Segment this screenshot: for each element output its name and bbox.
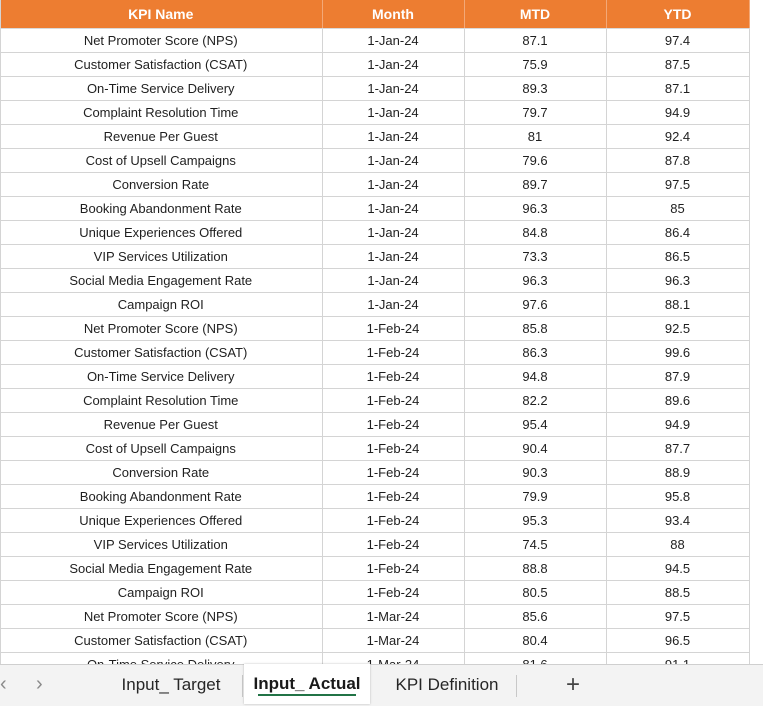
cell-ytd[interactable]: 99.6 bbox=[606, 341, 749, 365]
cell-ytd[interactable]: 88.1 bbox=[606, 293, 749, 317]
cell-mtd[interactable]: 88.8 bbox=[464, 557, 606, 581]
table-row bbox=[0, 485, 749, 509]
cell-kpi-name[interactable]: VIP Services Utilization bbox=[0, 245, 322, 269]
cell-kpi-name[interactable]: Campaign ROI bbox=[0, 293, 322, 317]
cell-mtd[interactable]: 79.9 bbox=[464, 485, 606, 509]
table-row bbox=[0, 149, 749, 173]
cell-mtd[interactable]: 89.7 bbox=[464, 173, 606, 197]
cell-mtd[interactable]: 79.6 bbox=[464, 149, 606, 173]
cell-mtd[interactable]: 85.6 bbox=[464, 605, 606, 629]
cell-kpi-name[interactable]: On-Time Service Delivery bbox=[0, 365, 322, 389]
cell-ytd[interactable]: 88.5 bbox=[606, 581, 749, 605]
table-row bbox=[0, 125, 749, 149]
tab-divider bbox=[516, 675, 517, 697]
cell-kpi-name[interactable]: Unique Experiences Offered bbox=[0, 221, 322, 245]
cell-ytd[interactable]: 87.9 bbox=[606, 365, 749, 389]
cell-mtd[interactable]: 82.2 bbox=[464, 389, 606, 413]
cell-mtd[interactable]: 97.6 bbox=[464, 293, 606, 317]
cell-mtd[interactable]: 85.8 bbox=[464, 317, 606, 341]
cell-month[interactable]: 1-Jan-24 bbox=[322, 221, 464, 245]
cell-month[interactable]: 1-Feb-24 bbox=[322, 533, 464, 557]
cell-mtd[interactable]: 94.8 bbox=[464, 365, 606, 389]
table-row bbox=[0, 557, 749, 581]
table-row bbox=[0, 629, 749, 653]
table-row bbox=[0, 317, 749, 341]
cell-kpi-name[interactable]: Cost of Upsell Campaigns bbox=[0, 149, 322, 173]
tab-input-actual[interactable] bbox=[244, 664, 370, 704]
grid-left-border bbox=[0, 0, 1, 664]
cell-month[interactable]: 1-Feb-24 bbox=[322, 389, 464, 413]
add-sheet-icon[interactable]: + bbox=[566, 671, 581, 698]
cell-kpi-name[interactable]: Cost of Upsell Campaigns bbox=[0, 437, 322, 461]
cell-mtd[interactable]: 74.5 bbox=[464, 533, 606, 557]
column-header-month[interactable]: Month bbox=[322, 0, 464, 29]
cell-ytd[interactable]: 97.4 bbox=[606, 29, 749, 53]
tab-kpi-definition[interactable]: KPI Definition bbox=[395, 675, 499, 694]
cell-mtd[interactable]: 75.9 bbox=[464, 53, 606, 77]
active-tab-underline bbox=[258, 694, 356, 696]
cell-kpi-name[interactable]: VIP Services Utilization bbox=[0, 533, 322, 557]
cell-mtd[interactable]: 90.3 bbox=[464, 461, 606, 485]
cell-mtd[interactable]: 95.3 bbox=[464, 509, 606, 533]
cell-ytd[interactable]: 95.8 bbox=[606, 485, 749, 509]
table-row bbox=[0, 29, 749, 53]
cell-mtd[interactable]: 73.3 bbox=[464, 245, 606, 269]
table-row bbox=[0, 437, 749, 461]
column-header-kpi-name[interactable]: KPI Name bbox=[0, 0, 322, 29]
scroll-tabs-left-icon[interactable]: ‹ bbox=[0, 673, 7, 695]
cell-mtd[interactable]: 81 bbox=[464, 125, 606, 149]
cell-mtd[interactable]: 96.3 bbox=[464, 269, 606, 293]
cell-kpi-name[interactable]: On-Time Service Delivery bbox=[0, 77, 322, 101]
cell-month[interactable]: 1-Feb-24 bbox=[322, 557, 464, 581]
cell-month[interactable]: 1-Feb-24 bbox=[322, 581, 464, 605]
cell-ytd[interactable]: 86.4 bbox=[606, 221, 749, 245]
table-row bbox=[0, 197, 749, 221]
cell-ytd[interactable]: 88.9 bbox=[606, 461, 749, 485]
cell-month[interactable]: 1-Mar-24 bbox=[322, 605, 464, 629]
cell-month[interactable]: 1-Jan-24 bbox=[322, 125, 464, 149]
cell-ytd[interactable]: 96.3 bbox=[606, 269, 749, 293]
table-row bbox=[0, 461, 749, 485]
cell-month[interactable]: 1-Jan-24 bbox=[322, 293, 464, 317]
cell-mtd[interactable]: 84.8 bbox=[464, 221, 606, 245]
cell-month[interactable]: 1-Jan-24 bbox=[322, 197, 464, 221]
cell-month[interactable]: 1-Jan-24 bbox=[322, 245, 464, 269]
table-row bbox=[0, 533, 749, 557]
cell-kpi-name[interactable]: Revenue Per Guest bbox=[0, 125, 322, 149]
cell-kpi-name[interactable]: Complaint Resolution Time bbox=[0, 101, 322, 125]
cell-month[interactable]: 1-Feb-24 bbox=[322, 365, 464, 389]
cell-kpi-name[interactable]: Social Media Engagement Rate bbox=[0, 269, 322, 293]
cell-kpi-name[interactable]: Conversion Rate bbox=[0, 173, 322, 197]
cell-mtd[interactable]: 95.4 bbox=[464, 413, 606, 437]
cell-month[interactable]: 1-Feb-24 bbox=[322, 461, 464, 485]
cell-mtd[interactable]: 86.3 bbox=[464, 341, 606, 365]
cell-ytd[interactable]: 87.7 bbox=[606, 437, 749, 461]
cell-ytd[interactable]: 86.5 bbox=[606, 245, 749, 269]
cell-ytd[interactable]: 94.5 bbox=[606, 557, 749, 581]
tab-input-actual-label: Input_ Actual bbox=[253, 674, 361, 693]
table-row bbox=[0, 245, 749, 269]
cell-ytd[interactable]: 87.8 bbox=[606, 149, 749, 173]
cell-mtd[interactable]: 80.5 bbox=[464, 581, 606, 605]
scroll-tabs-right-icon[interactable]: › bbox=[36, 673, 43, 695]
table-row bbox=[0, 581, 749, 605]
tab-divider bbox=[242, 675, 243, 697]
cell-month[interactable]: 1-Jan-24 bbox=[322, 101, 464, 125]
cell-kpi-name[interactable]: Customer Satisfaction (CSAT) bbox=[0, 341, 322, 365]
cell-kpi-name[interactable]: Complaint Resolution Time bbox=[0, 389, 322, 413]
cell-month[interactable]: 1-Jan-24 bbox=[322, 53, 464, 77]
cell-kpi-name[interactable]: Booking Abandonment Rate bbox=[0, 197, 322, 221]
header-row bbox=[0, 0, 749, 29]
cell-month[interactable]: 1-Jan-24 bbox=[322, 173, 464, 197]
table-row bbox=[0, 269, 749, 293]
cell-month[interactable]: 1-Feb-24 bbox=[322, 509, 464, 533]
column-header-mtd[interactable]: MTD bbox=[464, 0, 606, 29]
table-row bbox=[0, 605, 749, 629]
cell-kpi-name[interactable]: Net Promoter Score (NPS) bbox=[0, 605, 322, 629]
cell-mtd[interactable]: 87.1 bbox=[464, 29, 606, 53]
cell-ytd[interactable]: 93.4 bbox=[606, 509, 749, 533]
cell-ytd[interactable]: 87.5 bbox=[606, 53, 749, 77]
cell-kpi-name[interactable]: Revenue Per Guest bbox=[0, 413, 322, 437]
cell-kpi-name[interactable]: Booking Abandonment Rate bbox=[0, 485, 322, 509]
sheet-tab-bar bbox=[0, 664, 763, 706]
cell-month[interactable]: 1-Feb-24 bbox=[322, 413, 464, 437]
cell-month[interactable]: 1-Feb-24 bbox=[322, 317, 464, 341]
cell-ytd[interactable]: 88 bbox=[606, 533, 749, 557]
cell-kpi-name[interactable]: Social Media Engagement Rate bbox=[0, 557, 322, 581]
cell-month[interactable]: 1-Jan-24 bbox=[322, 77, 464, 101]
cell-kpi-name[interactable]: Customer Satisfaction (CSAT) bbox=[0, 629, 322, 653]
cell-mtd[interactable]: 89.3 bbox=[464, 77, 606, 101]
table-row bbox=[0, 293, 749, 317]
table-row bbox=[0, 53, 749, 77]
cell-ytd[interactable]: 85 bbox=[606, 197, 749, 221]
cell-ytd[interactable]: 94.9 bbox=[606, 101, 749, 125]
table-row bbox=[0, 341, 749, 365]
cell-ytd[interactable]: 92.5 bbox=[606, 317, 749, 341]
cell-kpi-name[interactable]: Unique Experiences Offered bbox=[0, 509, 322, 533]
cell-month[interactable]: 1-Mar-24 bbox=[322, 629, 464, 653]
table-row bbox=[0, 413, 749, 437]
cell-ytd[interactable]: 89.6 bbox=[606, 389, 749, 413]
cell-month[interactable]: 1-Feb-24 bbox=[322, 485, 464, 509]
cell-ytd[interactable]: 92.4 bbox=[606, 125, 749, 149]
cell-month[interactable]: 1-Jan-24 bbox=[322, 29, 464, 53]
cell-month[interactable]: 1-Jan-24 bbox=[322, 149, 464, 173]
cell-ytd[interactable]: 87.1 bbox=[606, 77, 749, 101]
table-row bbox=[0, 77, 749, 101]
cell-kpi-name[interactable]: Campaign ROI bbox=[0, 581, 322, 605]
cell-mtd[interactable]: 79.7 bbox=[464, 101, 606, 125]
cell-kpi-name[interactable]: Customer Satisfaction (CSAT) bbox=[0, 53, 322, 77]
cell-mtd[interactable]: 96.3 bbox=[464, 197, 606, 221]
cell-month[interactable]: 1-Feb-24 bbox=[322, 341, 464, 365]
table-row bbox=[0, 365, 749, 389]
table-row bbox=[0, 101, 749, 125]
cell-kpi-name[interactable]: Net Promoter Score (NPS) bbox=[0, 29, 322, 53]
table-row bbox=[0, 221, 749, 245]
cell-month[interactable]: 1-Jan-24 bbox=[322, 269, 464, 293]
cell-kpi-name[interactable]: Net Promoter Score (NPS) bbox=[0, 317, 322, 341]
cell-mtd[interactable]: 90.4 bbox=[464, 437, 606, 461]
table-row bbox=[0, 173, 749, 197]
column-header-ytd[interactable]: YTD bbox=[606, 0, 749, 29]
table-row bbox=[0, 389, 749, 413]
cell-ytd[interactable]: 97.5 bbox=[606, 173, 749, 197]
cell-ytd[interactable]: 97.5 bbox=[606, 605, 749, 629]
tab-input-target[interactable]: Input_ Target bbox=[121, 675, 221, 694]
cell-mtd[interactable]: 80.4 bbox=[464, 629, 606, 653]
cell-ytd[interactable]: 94.9 bbox=[606, 413, 749, 437]
cell-month[interactable]: 1-Feb-24 bbox=[322, 437, 464, 461]
cell-kpi-name[interactable]: Conversion Rate bbox=[0, 461, 322, 485]
table-row bbox=[0, 509, 749, 533]
cell-ytd[interactable]: 96.5 bbox=[606, 629, 749, 653]
